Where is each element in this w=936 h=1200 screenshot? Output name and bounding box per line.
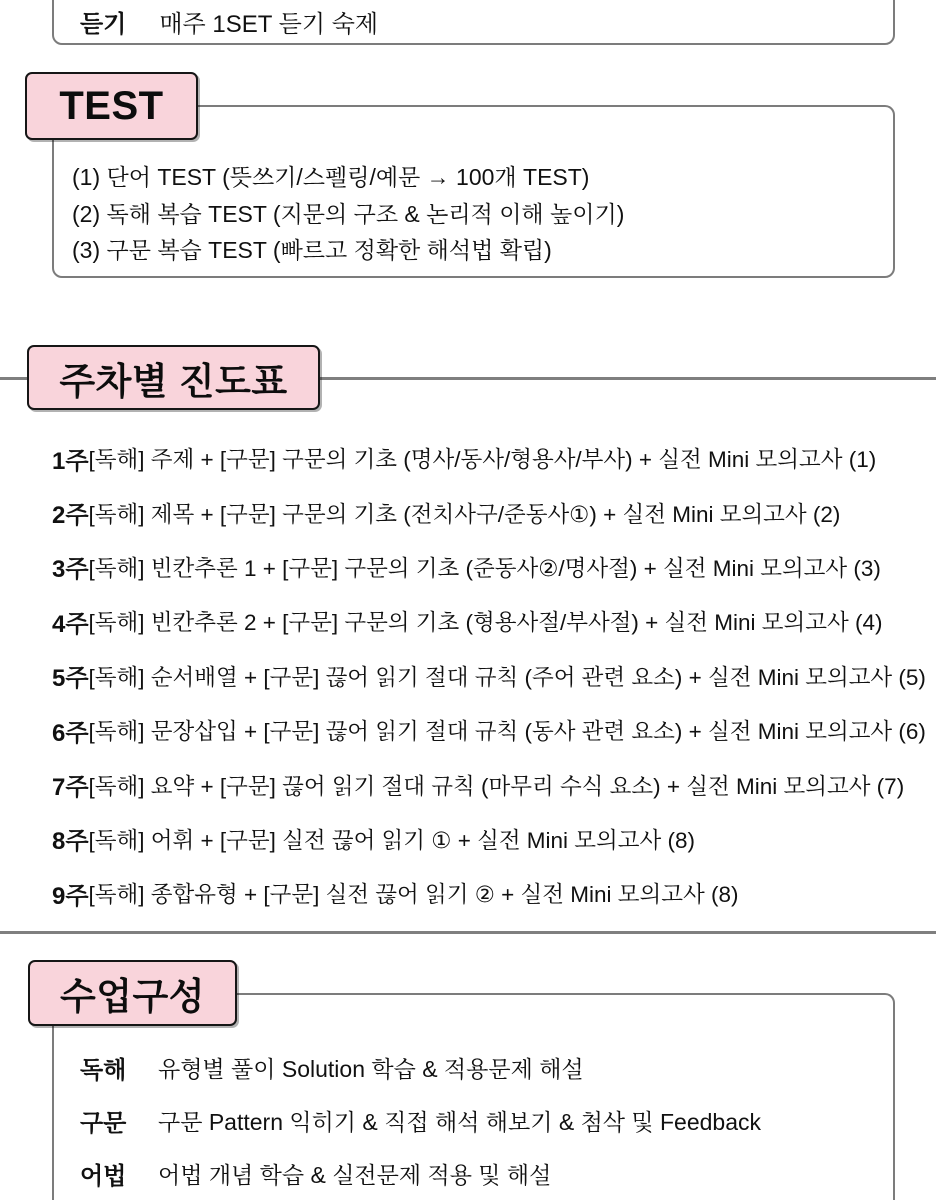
week-label: 1주 — [52, 447, 89, 475]
week-content: [독해] 문장삽입 + [구문] 끊어 읽기 절대 규칙 (동사 관련 요소) + 실전 Mini 모의고사 (6) — [88, 719, 926, 745]
composition-section-title: 수업구성 — [28, 960, 237, 1026]
test-item: (3) 구문 복습 TEST (빠르고 정확한 해석법 확립) — [72, 237, 552, 263]
composition-description: 유형별 풀이 Solution 학습 & 적용문제 해설 — [158, 1056, 584, 1082]
week-label: 6주 — [52, 719, 89, 747]
week-content: [독해] 빈칸추론 1 + [구문] 구문의 기초 (준동사②/명사절) + 실전 Mini 모의고사 (3) — [88, 555, 881, 581]
listening-label: 듣기 — [80, 11, 127, 38]
week-row — [0, 703, 936, 757]
week-content: [독해] 제목 + [구문] 구문의 기초 (전치사구/준동사①) + 실전 Mini 모의고사 (2) — [88, 501, 841, 527]
section-divider-line — [0, 931, 936, 934]
composition-row — [80, 1147, 893, 1200]
week-row — [0, 866, 936, 920]
week-label: 3주 — [52, 556, 89, 584]
composition-row — [80, 1041, 893, 1094]
week-content: [독해] 순서배열 + [구문] 끊어 읽기 절대 규칙 (주어 관련 요소) + 실전 Mini 모의고사 (5) — [88, 664, 926, 690]
week-label: 7주 — [52, 774, 89, 802]
week-row — [0, 649, 936, 703]
test-section-title: TEST — [25, 72, 198, 140]
listening-row — [80, 4, 378, 39]
week-row — [0, 431, 936, 485]
test-item: (1) 단어 TEST (뜻쓰기/스펠링/예문 → 100개 TEST) — [72, 164, 590, 190]
week-content: [독해] 어휘 + [구문] 실전 끊어 읽기 ① + 실전 Mini 모의고사 (8) — [88, 827, 695, 853]
composition-label: 독해 — [80, 1057, 127, 1084]
schedule-section-title: 주차별 진도표 — [27, 345, 320, 410]
composition-label: 어법 — [80, 1163, 127, 1190]
weekly-schedule-list — [0, 431, 936, 921]
week-content: [독해] 요약 + [구문] 끊어 읽기 절대 규칙 (마무리 수식 요소) + 실전 Mini 모의고사 (7) — [88, 773, 905, 799]
week-content: [독해] 빈칸추론 2 + [구문] 구문의 기초 (형용사절/부사절) + 실전 Mini 모의고사 (4) — [88, 610, 883, 636]
week-row — [0, 812, 936, 866]
week-row — [0, 485, 936, 539]
week-row — [0, 594, 936, 648]
week-content: [독해] 주제 + [구문] 구문의 기초 (명사/동사/형용사/부사) + 실전 Mini 모의고사 (1) — [88, 447, 877, 473]
week-label: 9주 — [52, 882, 89, 910]
week-label: 4주 — [52, 610, 89, 638]
week-content: [독해] 종합유형 + [구문] 실전 끊어 읽기 ② + 실전 Mini 모의고사 (8) — [88, 882, 739, 908]
week-label: 2주 — [52, 502, 89, 530]
listening-description: 매주 1SET 듣기 숙제 — [159, 11, 379, 38]
listening-content-box — [52, 0, 895, 45]
composition-description: 구문 Pattern 익히기 & 직접 해석 해보기 & 첨삭 및 Feedback — [158, 1109, 762, 1135]
composition-label: 구문 — [80, 1110, 127, 1137]
composition-row — [80, 1094, 893, 1147]
week-label: 8주 — [52, 828, 89, 856]
week-row — [0, 757, 936, 811]
composition-description: 어법 개념 학습 & 실전문제 적용 및 해설 — [158, 1162, 552, 1188]
test-item: (2) 독해 복습 TEST (지문의 구조 & 논리적 이해 높이기) — [72, 200, 625, 227]
week-label: 5주 — [52, 665, 89, 693]
week-row — [0, 540, 936, 594]
